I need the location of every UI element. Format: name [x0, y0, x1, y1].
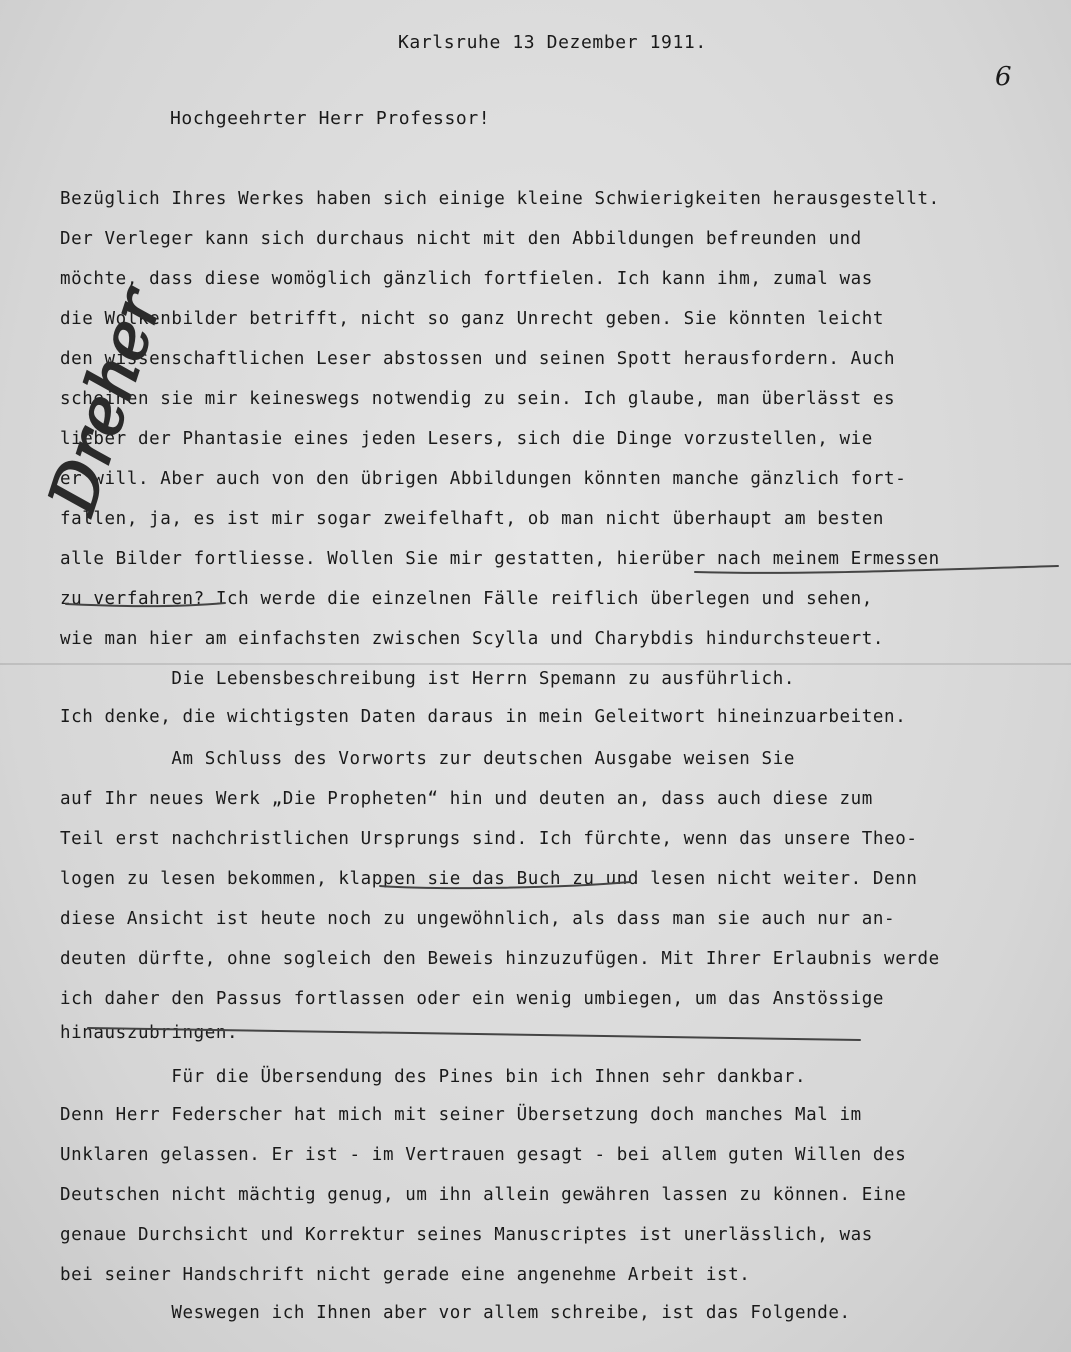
body-line: fallen, ja, es ist mir sogar zweifelhaft, ob man nicht überhaupt am besten: [60, 509, 885, 529]
body-line: Deutschen nicht mächtig genug, um ihn allein gewähren lassen zu können. Eine: [60, 1185, 907, 1205]
body-line: Am Schluss des Vorworts zur deutschen Ausgabe weisen Sie: [60, 749, 795, 769]
body-line: hinauszubringen.: [60, 1023, 239, 1043]
body-line: Unklaren gelassen. Er ist - im Vertrauen gesagt - bei allem guten Willen des: [60, 1145, 907, 1165]
underline-klappen: [380, 882, 630, 888]
salutation: Hochgeehrter Herr Professor!: [170, 108, 491, 129]
body-line: Für die Übersendung des Pines bin ich Ihnen sehr dankbar.: [60, 1067, 807, 1087]
underline-hinauszubringen: [88, 1028, 860, 1040]
body-line: den wissenschaftlichen Leser abstossen und seinen Spott herausfordern. Auch: [60, 349, 896, 369]
date-line: Karlsruhe 13 Dezember 1911.: [398, 32, 707, 53]
body-line: alle Bilder fortliesse. Wollen Sie mir gestatten, hierüber nach meinem Ermessen: [60, 549, 940, 569]
body-line: Teil erst nachchristlichen Ursprungs sind. Ich fürchte, wenn das unsere Theo-: [60, 829, 918, 849]
body-line: lieber der Phantasie eines jeden Lesers, sich die Dinge vorzustellen, wie: [60, 429, 873, 449]
body-line: logen zu lesen bekommen, klappen sie das Buch zu und lesen nicht weiter. Denn: [60, 869, 918, 889]
body-line: die Wolkenbilder betrifft, nicht so ganz Unrecht geben. Sie könnten leicht: [60, 309, 885, 329]
body-line: Bezüglich Ihres Werkes haben sich einige kleine Schwierigkeiten herausgestellt.: [60, 189, 940, 209]
body-line: auf Ihr neues Werk „Die Propheten“ hin und deuten an, dass auch diese zum: [60, 789, 873, 809]
body-line: Ich denke, die wichtigsten Daten daraus in mein Geleitwort hineinzuarbeiten.: [60, 707, 907, 727]
body-line: möchte, dass diese womöglich gänzlich fortfielen. Ich kann ihm, zumal was: [60, 269, 873, 289]
body-line: Denn Herr Federscher hat mich mit seiner Übersetzung doch manches Mal im: [60, 1105, 862, 1125]
body-line: zu verfahren? Ich werde die einzelnen Fälle reiflich überlegen und sehen,: [60, 589, 873, 609]
body-line: Weswegen ich Ihnen aber vor allem schreibe, ist das Folgende.: [60, 1303, 851, 1323]
body-line: er will. Aber auch von den übrigen Abbildungen könnten manche gänzlich fort-: [60, 469, 907, 489]
page-number: 6: [995, 62, 1012, 92]
body-line: bei seiner Handschrift nicht gerade eine angenehme Arbeit ist.: [60, 1265, 751, 1285]
body-line: scheinen sie mir keineswegs notwendig zu sein. Ich glaube, man überlässt es: [60, 389, 896, 409]
body-line: deuten dürfte, ohne sogleich den Beweis hinzuzufügen. Mit Ihrer Erlaubnis werde: [60, 949, 940, 969]
body-line: genaue Durchsicht und Korrektur seines Manuscriptes ist unerlässlich, was: [60, 1225, 873, 1245]
body-line: Der Verleger kann sich durchaus nicht mit den Abbildungen befreunden und: [60, 229, 862, 249]
margin-annotation: Dreher: [35, 281, 178, 523]
underline-ermessen: [695, 566, 1058, 573]
body-line: diese Ansicht ist heute noch zu ungewöhnlich, als dass man sie auch nur an-: [60, 909, 896, 929]
body-line: wie man hier am einfachsten zwischen Scylla und Charybdis hindurchsteuert.: [60, 629, 885, 649]
body-line: ich daher den Passus fortlassen oder ein wenig umbiegen, um das Anstössige: [60, 989, 885, 1009]
underline-zu-verfahren: [66, 603, 225, 606]
body-line: Die Lebensbeschreibung ist Herrn Spemann zu ausführlich.: [60, 669, 795, 689]
